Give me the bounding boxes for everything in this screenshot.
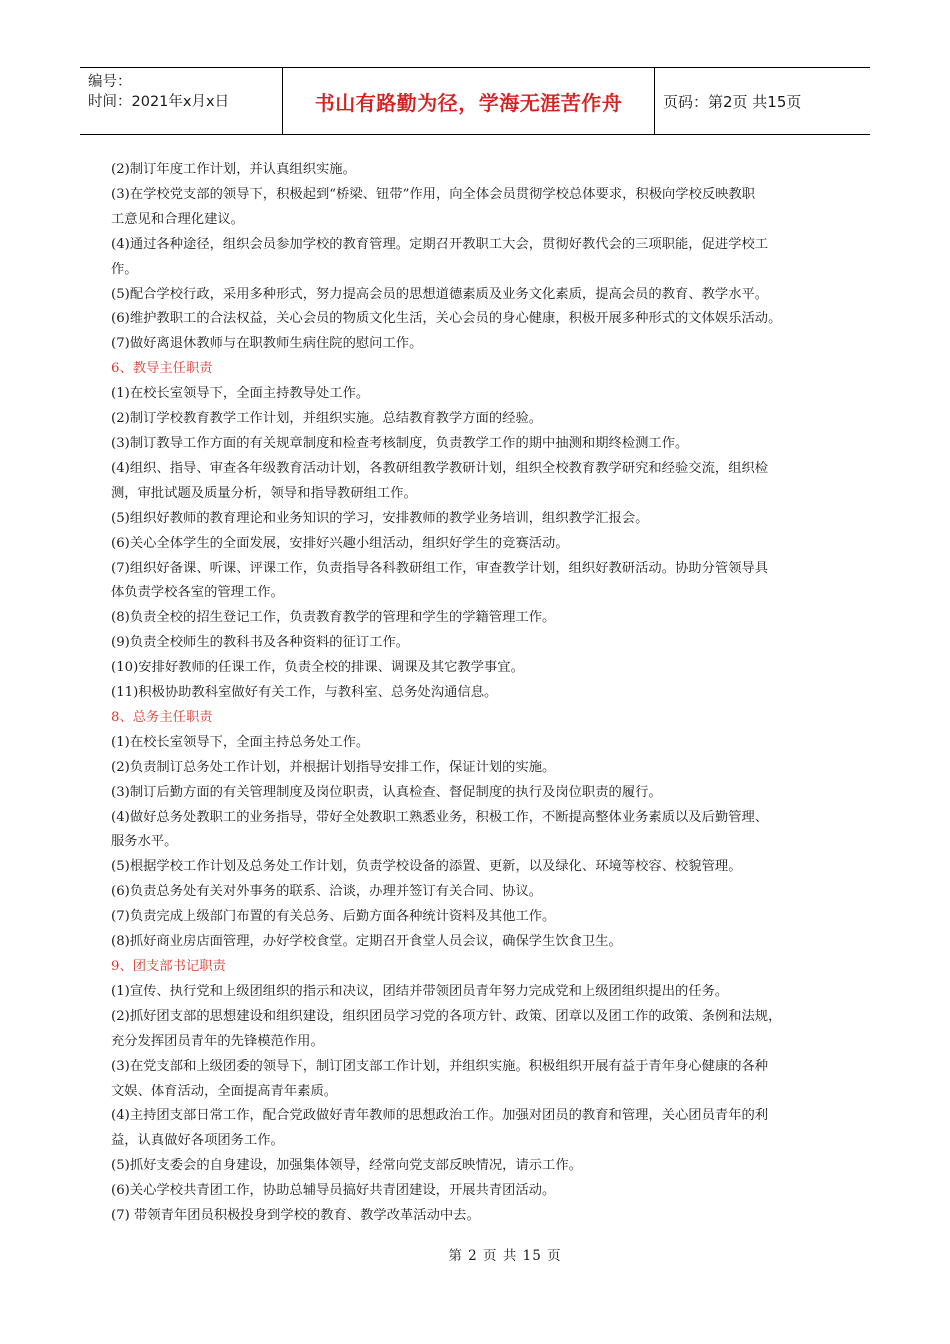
body-line: (4)做好总务处教职工的业务指导，带好全处教职工熟悉业务，积极工作，不断提高整体业务素质以及后勤管理、 bbox=[111, 809, 769, 825]
section-heading: 6、教导主任职责 bbox=[111, 361, 213, 377]
body-line: (4)主持团支部日常工作，配合党政做好青年教师的思想政治工作。加强对团员的教育和管理，关心团员青年的利 bbox=[111, 1108, 769, 1124]
body-line: (3)制订教导工作方面的有关规章制度和检查考核制度，负责教学工作的期中抽测和期终检测工作。 bbox=[111, 435, 689, 451]
body-line: (7)做好离退休教师与在职教师生病住院的慰问工作。 bbox=[111, 336, 423, 352]
body-line: (4)组织、指导、审查各年级教育活动计划，各教研组教学教研计划，组织全校教育教学研究和经验交流，组织检 bbox=[111, 460, 769, 476]
body-line: (5)配合学校行政，采用多种形式，努力提高会员的思想道德素质及业务文化素质，提高会员的教育、教学水平。 bbox=[111, 286, 769, 302]
body-line: (10)安排好教师的任课工作，负责全校的排课、调课及其它教学事宜。 bbox=[111, 660, 524, 676]
body-line: (4)通过各种途径，组织会员参加学校的教育管理。定期召开教职工大会，贯彻好教代会的三项职能，促进学校工 bbox=[111, 236, 769, 252]
body-line: (5)组织好教师的教育理论和业务知识的学习，安排教师的教学业务培训，组织教学汇报会。 bbox=[111, 510, 649, 526]
section-heading: 8、总务主任职责 bbox=[111, 709, 213, 725]
body-line: 测，审批试题及质量分析，领导和指导教研组工作。 bbox=[111, 485, 417, 501]
header-page-info: 页码：第2页 共15页 bbox=[663, 92, 802, 111]
body-line: (7) 带领青年团员积极投身到学校的教育、教学改革活动中去。 bbox=[111, 1208, 480, 1224]
body-line: 体负责学校各室的管理工作。 bbox=[111, 585, 284, 601]
body-line: (5)根据学校工作计划及总务处工作计划，负责学校设备的添置、更新，以及绿化、环境等校容、校貌管理。 bbox=[111, 859, 742, 875]
section-heading: 9、团支部书记职责 bbox=[111, 959, 226, 974]
document-time: 时间：2021年x月x日 bbox=[88, 94, 230, 110]
body-line: 文娱、体育活动，全面提高青年素质。 bbox=[111, 1083, 338, 1099]
body-line: (7)组织好备课、听课、评课工作，负责指导各科教研组工作，审查教学计划，组织好教研活动。协助分管领导具 bbox=[111, 560, 769, 576]
body-line: (7)负责完成上级部门布置的有关总务、后勤方面各种统计资料及其他工作。 bbox=[111, 909, 556, 925]
body-line: 作。 bbox=[111, 261, 138, 277]
page-header bbox=[80, 67, 870, 135]
body-line: (1)宣传、执行党和上级团组织的指示和决议，团结并带领团员青年努力完成党和上级团组织提出的任务。 bbox=[111, 983, 729, 999]
body-line: (1)在校长室领导下，全面主持总务处工作。 bbox=[111, 734, 370, 750]
body-line: 服务水平。 bbox=[111, 834, 178, 850]
body-line: (2)抓好团支部的思想建设和组织建设，组织团员学习党的各项方针、政策、团章以及团工作的政策、条例和法规， bbox=[111, 1008, 782, 1024]
body-line: (3)在学校党支部的领导下，积极起到“桥梁、钮带”作用，向全体会员贯彻学校总体要求，积极向学校反映教职 bbox=[111, 186, 756, 202]
body-line: (8)负责全校的招生登记工作，负责教育教学的管理和学生的学籍管理工作。 bbox=[111, 610, 556, 626]
body-line: (2)制订学校教育教学工作计划，并组织实施。总结教育教学方面的经验。 bbox=[111, 411, 543, 427]
body-line: (3)在党支部和上级团委的领导下，制订团支部工作计划，并组织实施。积极组织开展有益于青年身心健康的各种 bbox=[111, 1058, 769, 1074]
document-body bbox=[111, 158, 841, 1229]
body-line: (1)在校长室领导下，全面主持教导处工作。 bbox=[111, 386, 370, 402]
body-line: (6)关心学校共青团工作，协助总辅导员搞好共青团建设，开展共青团活动。 bbox=[111, 1183, 556, 1199]
header-slogan: 书山有路勤为径，学海无涯苦作舟 bbox=[283, 68, 655, 134]
body-line: (5)抓好支委会的自身建设，加强集体领导，经常向党支部反映情况，请示工作。 bbox=[111, 1158, 582, 1174]
body-line: (11)积极协助教科室做好有关工作，与教科室、总务处沟通信息。 bbox=[111, 685, 498, 701]
body-line: 充分发挥团员青年的先锋模范作用。 bbox=[111, 1033, 324, 1049]
body-line: (9)负责全校师生的教科书及各种资料的征订工作。 bbox=[111, 635, 410, 651]
body-line: (6)维护教职工的合法权益，关心会员的物质文化生活，关心会员的身心健康，积极开展多种形式的文体娱乐活动。 bbox=[111, 311, 782, 327]
document-number: 编号： bbox=[88, 74, 132, 90]
body-line: (2)负责制订总务处工作计划，并根据计划指导安排工作，保证计划的实施。 bbox=[111, 759, 556, 775]
body-line: (3)制订后勤方面的有关管理制度及岗位职责，认真检查、督促制度的执行及岗位职责的履行。 bbox=[111, 784, 662, 800]
page-footer: 第 2 页 共 15 页 bbox=[448, 1248, 562, 1264]
body-line: (6)负责总务处有关对外事务的联系、洽谈，办理并签订有关合同、协议。 bbox=[111, 884, 543, 900]
body-line: (2)制订年度工作计划，并认真组织实施。 bbox=[111, 162, 356, 177]
body-line: (6)关心全体学生的全面发展，安排好兴趣小组活动，组织好学生的竞赛活动。 bbox=[111, 535, 569, 551]
header-meta bbox=[80, 68, 283, 134]
body-line: (8)抓好商业房店面管理，办好学校食堂。定期召开食堂人员会议，确保学生饮食卫生。 bbox=[111, 934, 622, 950]
body-line: 益，认真做好各项团务工作。 bbox=[111, 1133, 284, 1149]
body-line: 工意见和合理化建议。 bbox=[111, 211, 244, 227]
